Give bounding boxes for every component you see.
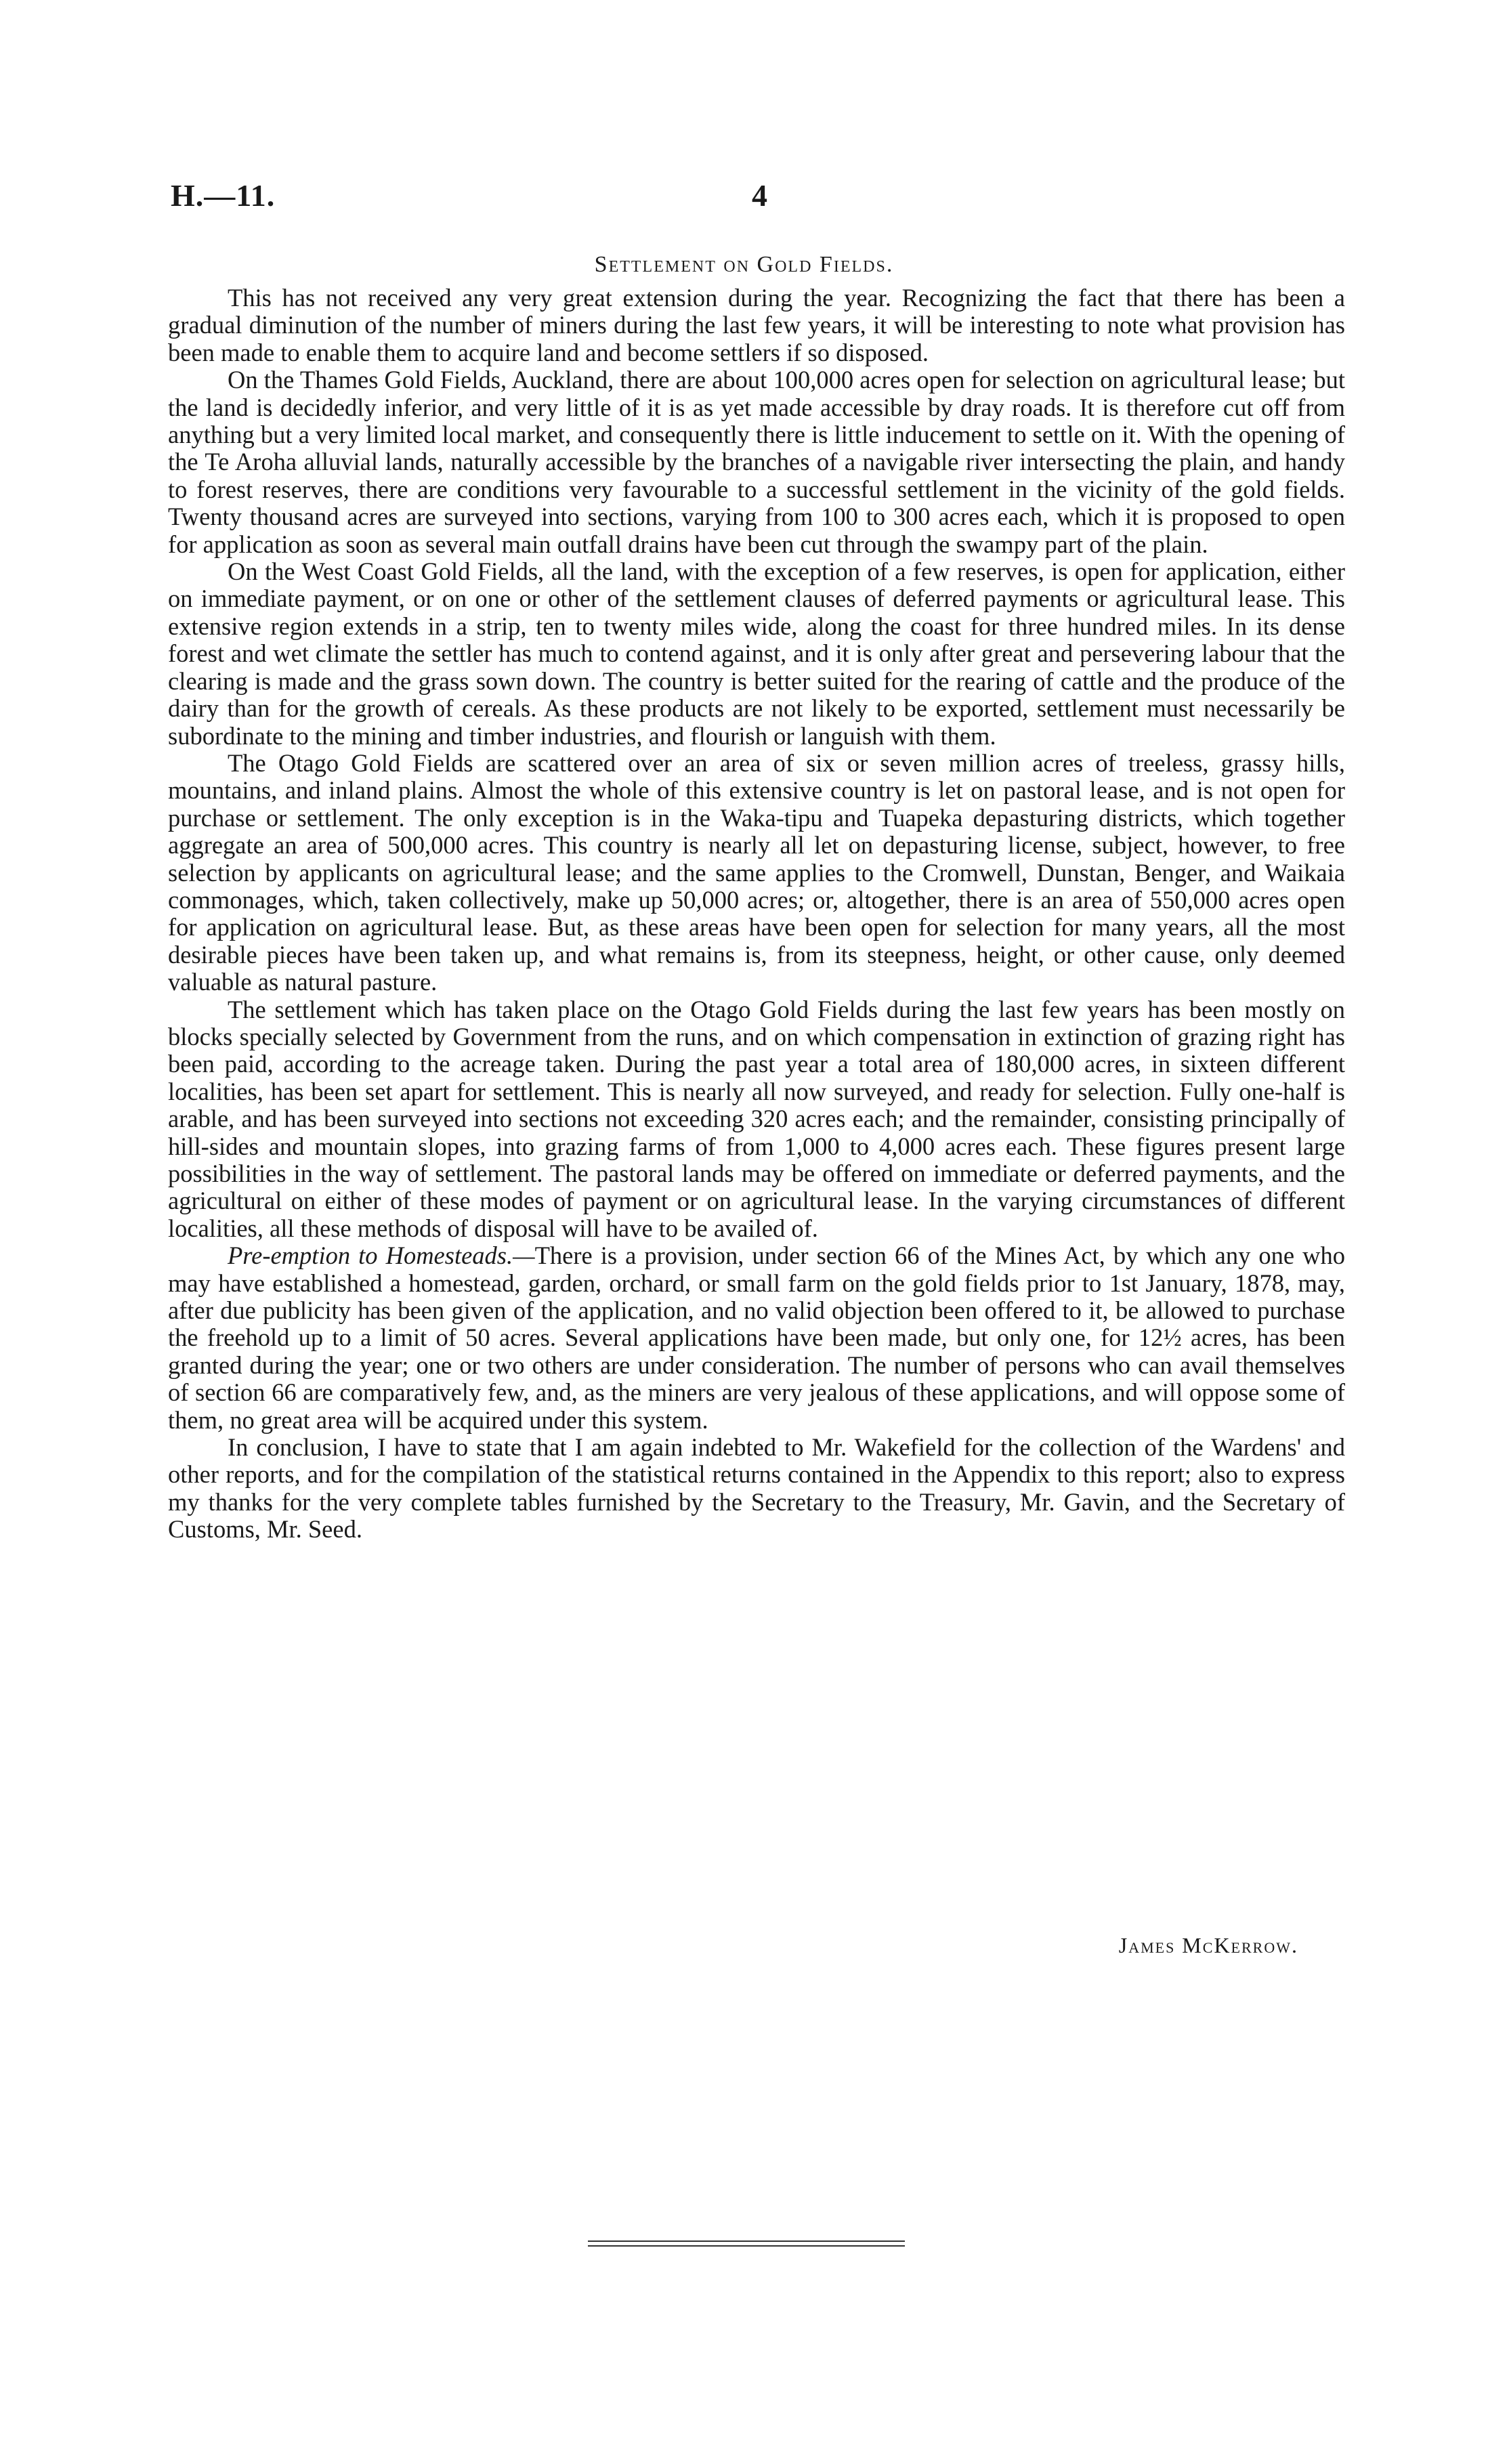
preemption-text: There is a provision, under section 66 of the Mines Act, by which any one who may have established a homestead, garden, orchard, or small farm on the gold fields prior to 1st January, 1878, may, after due publicity has been given of the application, and no valid objection been offered to it, be allowed to purchase the freehold up to a limit of 50 acres. Several applications have been made, but only one, for 12½ acres, has been granted during the year; one or two others are under consideration. The number of persons who can avail themselves of section 66 are comparatively few, and, as the miners are very jealous of these applications, and will oppose some of them, no great area will be acquired under this system. [168, 1241, 1345, 1434]
paragraph: On the West Coast Gold Fields, all the land, with the exception of a few reserves, is open for application, either on immediate payment, or on one or other of the settlement clauses of deferred payments or agricultural lease. This extensive region extends in a strip, ten to twenty miles wide, along the coast for three hundred miles. In its dense forest and wet climate the settler has much to contend against, and it is only after great and persevering labour that the clearing is made and the grass sown down. The country is better suited for the rearing of cattle and the produce of the dairy than for the growth of cereals. As these products are not likely to be exported, settlement must necessarily be subordinate to the mining and timber industries, and flourish or languish with them. [168, 557, 1345, 750]
body-text [168, 284, 1345, 1544]
paragraph-preemption [168, 1242, 1345, 1434]
preemption-heading: Pre-emption to Homesteads.— [228, 1241, 535, 1270]
paragraph: In conclusion, I have to state that I am again indebted to Mr. Wakefield for the collection of the Wardens' and other reports, and for the compilation of the statistical returns contained in the Appendix to this report; also to express my thanks for the very complete tables furnished by the Secretary to the Treasury, Mr. Gavin, and the Secretary of Customs, Mr. Seed. [168, 1433, 1345, 1544]
paragraph: The Otago Gold Fields are scattered over an area of six or seven million acres of treeless, grassy hills, mountains, and inland plains. Almost the whole of this extensive country is let on pastoral lease, and is not open for purchase or settlement. The only exception is in the Waka-tipu and Tuapeka depasturing districts, which together aggregate an area of 500,000 acres. This country is nearly all let on depasturing license, subject, however, to free selection by applicants on agricultural lease; and the same applies to the Cromwell, Dunstan, Benger, and Waikaia commonages, which, taken collectively, make up 50,000 acres; or, altogether, there is an area of 550,000 acres open for application on agricultural lease. But, as these areas have been open for selection for many years, all the most desirable pieces have been taken up, and what remains is, from its steepness, height, or other cause, only deemed valuable as natural pasture. [168, 748, 1345, 996]
document-reference: H.—11. [171, 178, 276, 213]
paragraph: On the Thames Gold Fields, Auckland, there are about 100,000 acres open for selection on agricultural lease; but the land is decidedly inferior, and very little of it is as yet made accessible by dray roads. It is therefore cut off from anything but a very limited local market, and consequently there is little inducement to settle on it. With the opening of the Te Aroha alluvial lands, naturally accessible by the branches of a navigable river intersecting the plain, and handy to forest reserves, there are conditions very favourable to a successful settlement in the vicinity of the gold fields. Twenty thousand acres are surveyed into sections, varying from 100 to 300 acres each, which it is proposed to open for application as soon as several main outfall drains have been cut through the swampy part of the plain. [168, 366, 1345, 558]
section-title: Settlement on Gold Fields. [594, 252, 894, 277]
page-number: 4 [752, 178, 767, 213]
closing-rule [588, 2240, 905, 2242]
paragraph: This has not received any very great extension during the year. Recognizing the fact that there has been a gradual diminution of the number of miners during the last few years, it will be interesting to note what provision has been made to enable them to acquire land and become settlers if so disposed. [168, 284, 1345, 366]
signature: James McKerrow. [1118, 1933, 1298, 1957]
closing-rule [588, 2245, 905, 2247]
paragraph: The settlement which has taken place on the Otago Gold Fields during the last few years has been mostly on blocks specially selected by Government from the runs, and on which compensation in extinction of grazing right has been paid, according to the acreage taken. During the past year a total area of 180,000 acres, in sixteen different localities, has been set apart for settlement. This is nearly all now surveyed, and ready for selection. Fully one-half is arable, and has been surveyed into sections not exceeding 320 acres each; and the remainder, consisting principally of hill-sides and mountain slopes, into grazing farms of from 1,000 to 4,000 acres each. These figures present large possibilities in the way of settlement. The pastoral lands may be offered on immediate or deferred payments, and the agricultural on either of these modes of payment or on agricultural lease. In the varying circumstances of different localities, all these methods of disposal will have to be availed of. [168, 995, 1345, 1242]
